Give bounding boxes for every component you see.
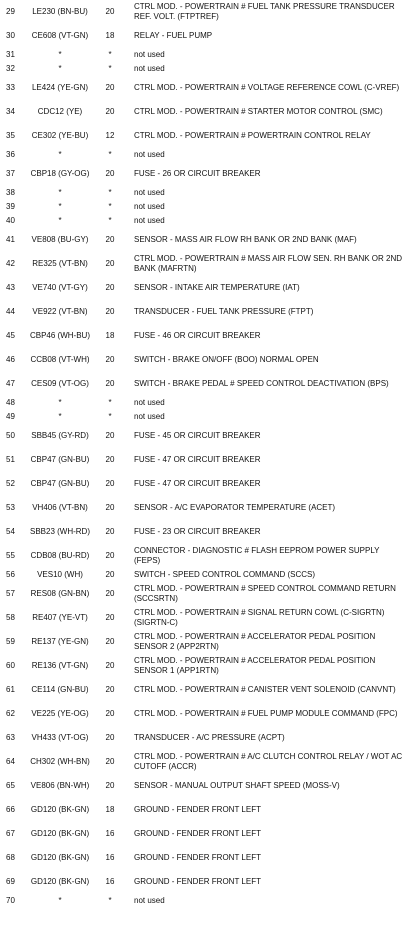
- pinout-rows: [4, 0, 403, 908]
- pin-row: [4, 396, 403, 410]
- pin-description: SENSOR - MANUAL OUTPUT SHAFT SPEED (MOSS-V): [134, 781, 340, 790]
- pin-description: CTRL MOD. - POWERTRAIN # MASS AIR FLOW SEN. RH BANK OR 2ND BANK (MAFRTN): [134, 254, 403, 273]
- wire-gauge: 16: [105, 877, 115, 886]
- pin-number: 54: [6, 527, 15, 536]
- circuit-id: CBP47 (GN-BU): [30, 455, 90, 464]
- wire-gauge: 20: [105, 527, 115, 536]
- pin-number: 32: [6, 64, 15, 73]
- circuit-id: VH406 (VT-BN): [32, 503, 88, 512]
- wire-gauge: 20: [105, 479, 115, 488]
- wire-gauge: 16: [105, 853, 115, 862]
- pin-description: RELAY - FUEL PUMP: [134, 31, 213, 40]
- pin-description: not used: [134, 188, 165, 197]
- pin-row: [4, 630, 403, 654]
- wire-gauge: 20: [105, 355, 115, 364]
- pin-description: SENSOR - INTAKE AIR TEMPERATURE (IAT): [134, 283, 300, 292]
- pin-number: 37: [6, 169, 15, 178]
- pin-row: [4, 162, 403, 186]
- pin-row: [4, 24, 403, 48]
- pin-row: [4, 186, 403, 200]
- pin-row: [4, 520, 403, 544]
- pin-description: not used: [134, 150, 165, 159]
- pin-number: 55: [6, 551, 15, 560]
- pin-description: not used: [134, 896, 165, 905]
- pin-row: [4, 870, 403, 894]
- pin-row: [4, 124, 403, 148]
- pin-number: 46: [6, 355, 15, 364]
- circuit-id: RE137 (YE-GN): [31, 637, 89, 646]
- wire-gauge: *: [108, 398, 112, 407]
- wire-gauge: 18: [105, 805, 115, 814]
- wire-gauge: *: [108, 412, 112, 421]
- pin-number: 64: [6, 757, 15, 766]
- pin-number: 38: [6, 188, 15, 197]
- circuit-id: SBB45 (GY-RD): [31, 431, 89, 440]
- circuit-id: CCB08 (VT-WH): [30, 355, 90, 364]
- pin-description: SWITCH - BRAKE ON/OFF (BOO) NORMAL OPEN: [134, 355, 319, 364]
- pin-row: [4, 200, 403, 214]
- pin-number: 47: [6, 379, 15, 388]
- pin-description: CONNECTOR - DIAGNOSTIC # FLASH EEPROM POWER SUPPLY (FEPS): [134, 546, 380, 565]
- pin-row: [4, 300, 403, 324]
- pin-row: [4, 702, 403, 726]
- pin-number: 44: [6, 307, 15, 316]
- wire-gauge: 20: [105, 637, 115, 646]
- pin-description: not used: [134, 202, 165, 211]
- pin-description: CTRL MOD. - POWERTRAIN # ACCELERATOR PEDAL POSITION SENSOR 2 (APP2RTN): [134, 632, 376, 651]
- pin-row: [4, 48, 403, 62]
- pin-description: GROUND - FENDER FRONT LEFT: [134, 805, 261, 814]
- pin-number: 58: [6, 613, 15, 622]
- pin-row: [4, 568, 403, 582]
- pin-number: 40: [6, 216, 15, 225]
- circuit-id: CBP47 (GN-BU): [30, 479, 90, 488]
- pin-row: [4, 148, 403, 162]
- circuit-id: *: [58, 412, 62, 421]
- pin-number: 53: [6, 503, 15, 512]
- pin-row: [4, 544, 403, 568]
- wire-gauge: 16: [105, 829, 115, 838]
- pin-description: FUSE - 46 OR CIRCUIT BREAKER: [134, 331, 261, 340]
- pin-row: [4, 774, 403, 798]
- wire-gauge: 20: [105, 709, 115, 718]
- pin-description: not used: [134, 50, 165, 59]
- pin-row: [4, 606, 403, 630]
- wire-gauge: 20: [105, 551, 115, 560]
- pin-description: GROUND - FENDER FRONT LEFT: [134, 877, 261, 886]
- wire-gauge: *: [108, 64, 112, 73]
- wire-gauge: 12: [105, 131, 115, 140]
- pin-row: [4, 448, 403, 472]
- pin-description: FUSE - 45 OR CIRCUIT BREAKER: [134, 431, 261, 440]
- pin-description: FUSE - 26 OR CIRCUIT BREAKER: [134, 169, 261, 178]
- pin-description: not used: [134, 398, 165, 407]
- circuit-id: *: [58, 188, 62, 197]
- pin-number: 59: [6, 637, 15, 646]
- pin-description: TRANSDUCER - A/C PRESSURE (ACPT): [134, 733, 285, 742]
- pin-row: [4, 798, 403, 822]
- pin-description: CTRL MOD. - POWERTRAIN # A/C CLUTCH CONTROL RELAY / WOT AC CUTOFF (ACCR): [134, 752, 403, 771]
- circuit-id: *: [58, 50, 62, 59]
- wire-gauge: 20: [105, 83, 115, 92]
- pin-description: CTRL MOD. - POWERTRAIN # CANISTER VENT SOLENOID (CANVNT): [134, 685, 396, 694]
- pin-number: 34: [6, 107, 15, 116]
- circuit-id: RE136 (VT-GN): [31, 661, 89, 670]
- pin-number: 65: [6, 781, 15, 790]
- pin-description: SWITCH - BRAKE PEDAL # SPEED CONTROL DEACTIVATION (BPS): [134, 379, 389, 388]
- pin-description: FUSE - 47 OR CIRCUIT BREAKER: [134, 479, 261, 488]
- wire-gauge: *: [108, 188, 112, 197]
- pin-row: [4, 372, 403, 396]
- circuit-id: GD120 (BK-GN): [30, 877, 90, 886]
- wire-gauge: 20: [105, 613, 115, 622]
- pin-description: CTRL MOD. - POWERTRAIN # SIGNAL RETURN COWL (C-SIGRTN) (SIGRTN-C): [134, 608, 385, 627]
- pin-number: 36: [6, 150, 15, 159]
- wire-gauge: 20: [105, 7, 115, 16]
- pin-number: 57: [6, 589, 15, 598]
- circuit-id: CES09 (VT-OG): [31, 379, 89, 388]
- circuit-id: GD120 (BK-GN): [30, 853, 90, 862]
- pin-row: [4, 276, 403, 300]
- wire-gauge: 20: [105, 259, 115, 268]
- circuit-id: VH433 (VT-OG): [31, 733, 89, 742]
- pin-number: 30: [6, 31, 15, 40]
- pin-number: 50: [6, 431, 15, 440]
- pin-row: [4, 750, 403, 774]
- pin-description: FUSE - 23 OR CIRCUIT BREAKER: [134, 527, 261, 536]
- circuit-id: VES10 (WH): [37, 570, 83, 579]
- pin-row: [4, 894, 403, 908]
- wire-gauge: 20: [105, 379, 115, 388]
- pin-row: [4, 76, 403, 100]
- wire-gauge: 20: [105, 455, 115, 464]
- pin-number: 52: [6, 479, 15, 488]
- pin-row: [4, 62, 403, 76]
- circuit-id: *: [58, 896, 62, 905]
- pin-row: [4, 678, 403, 702]
- pin-number: 35: [6, 131, 15, 140]
- pin-row: [4, 252, 403, 276]
- pin-number: 51: [6, 455, 15, 464]
- pin-number: 33: [6, 83, 15, 92]
- pin-description: SWITCH - SPEED CONTROL COMMAND (SCCS): [134, 570, 316, 579]
- pin-description: CTRL MOD. - POWERTRAIN # SPEED CONTROL COMMAND RETURN (SCCSRTN): [134, 584, 396, 603]
- wire-gauge: *: [108, 216, 112, 225]
- circuit-id: CDC12 (YE): [37, 107, 83, 116]
- pin-row: [4, 214, 403, 228]
- wire-gauge: 20: [105, 661, 115, 670]
- circuit-id: VE808 (BU-GY): [31, 235, 89, 244]
- pin-number: 69: [6, 877, 15, 886]
- pin-row: [4, 0, 403, 24]
- pin-number: 70: [6, 896, 15, 905]
- circuit-id: *: [58, 398, 62, 407]
- pin-number: 68: [6, 853, 15, 862]
- circuit-id: GD120 (BK-GN): [30, 805, 90, 814]
- pin-number: 31: [6, 50, 15, 59]
- circuit-id: *: [58, 64, 62, 73]
- pin-number: 56: [6, 570, 15, 579]
- pin-number: 45: [6, 331, 15, 340]
- pin-description: not used: [134, 64, 165, 73]
- pin-description: CTRL MOD. - POWERTRAIN # POWERTRAIN CONTROL RELAY: [134, 131, 371, 140]
- wire-gauge: 20: [105, 570, 115, 579]
- pin-row: [4, 582, 403, 606]
- wire-gauge: 20: [105, 107, 115, 116]
- circuit-id: *: [58, 150, 62, 159]
- wire-gauge: *: [108, 896, 112, 905]
- pin-description: GROUND - FENDER FRONT LEFT: [134, 829, 261, 838]
- wire-gauge: *: [108, 50, 112, 59]
- pin-number: 48: [6, 398, 15, 407]
- circuit-id: VE922 (VT-BN): [32, 307, 88, 316]
- circuit-id: *: [58, 202, 62, 211]
- circuit-id: LE424 (YE-GN): [31, 83, 89, 92]
- pin-row: [4, 424, 403, 448]
- circuit-id: CH302 (WH-BN): [30, 757, 90, 766]
- wire-gauge: 20: [105, 589, 115, 598]
- pin-row: [4, 410, 403, 424]
- pin-number: 41: [6, 235, 15, 244]
- circuit-id: CE302 (YE-BU): [31, 131, 89, 140]
- pin-row: [4, 472, 403, 496]
- pin-row: [4, 496, 403, 520]
- pin-number: 49: [6, 412, 15, 421]
- circuit-id: VE740 (VT-GY): [32, 283, 88, 292]
- wire-gauge: 20: [105, 503, 115, 512]
- pin-description: CTRL MOD. - POWERTRAIN # FUEL PUMP MODULE COMMAND (FPC): [134, 709, 398, 718]
- wire-gauge: 20: [105, 283, 115, 292]
- wire-gauge: 20: [105, 781, 115, 790]
- pin-row: [4, 348, 403, 372]
- pin-row: [4, 100, 403, 124]
- pin-description: SENSOR - A/C EVAPORATOR TEMPERATURE (ACET): [134, 503, 336, 512]
- pin-description: CTRL MOD. - POWERTRAIN # STARTER MOTOR CONTROL (SMC): [134, 107, 383, 116]
- circuit-id: CE114 (GN-BU): [31, 685, 89, 694]
- circuit-id: CDB08 (BU-RD): [30, 551, 90, 560]
- circuit-id: RE407 (YE-VT): [32, 613, 88, 622]
- pin-description: SENSOR - MASS AIR FLOW RH BANK OR 2ND BANK (MAF): [134, 235, 357, 244]
- pin-number: 66: [6, 805, 15, 814]
- pin-row: [4, 324, 403, 348]
- pin-description: GROUND - FENDER FRONT LEFT: [134, 853, 261, 862]
- circuit-id: CBP46 (WH-BU): [29, 331, 90, 340]
- wire-gauge: *: [108, 202, 112, 211]
- pin-description: FUSE - 47 OR CIRCUIT BREAKER: [134, 455, 261, 464]
- connector-pinout-table: [4, 0, 403, 908]
- pin-row: [4, 228, 403, 252]
- wire-gauge: 20: [105, 757, 115, 766]
- pin-number: 61: [6, 685, 15, 694]
- wire-gauge: 20: [105, 431, 115, 440]
- pin-number: 29: [6, 7, 15, 16]
- circuit-id: VE806 (BN-WH): [30, 781, 90, 790]
- pin-number: 60: [6, 661, 15, 670]
- wire-gauge: 20: [105, 685, 115, 694]
- pin-number: 67: [6, 829, 15, 838]
- wire-gauge: *: [108, 150, 112, 159]
- wire-gauge: 20: [105, 307, 115, 316]
- pin-number: 42: [6, 259, 15, 268]
- pin-description: not used: [134, 412, 165, 421]
- pin-row: [4, 726, 403, 750]
- pin-description: CTRL MOD. - POWERTRAIN # FUEL TANK PRESSURE TRANSDUCER REF. VOLT. (FTPTREF): [134, 2, 395, 21]
- pin-description: not used: [134, 216, 165, 225]
- wire-gauge: 20: [105, 733, 115, 742]
- circuit-id: CE608 (VT-GN): [31, 31, 89, 40]
- circuit-id: RES08 (GN-BN): [30, 589, 90, 598]
- pin-description: CTRL MOD. - POWERTRAIN # VOLTAGE REFERENCE COWL (C-VREF): [134, 83, 400, 92]
- pin-description: CTRL MOD. - POWERTRAIN # ACCELERATOR PEDAL POSITION SENSOR 1 (APP1RTN): [134, 656, 376, 675]
- circuit-id: GD120 (BK-GN): [30, 829, 90, 838]
- pin-row: [4, 822, 403, 846]
- wire-gauge: 18: [105, 31, 115, 40]
- wire-gauge: 20: [105, 235, 115, 244]
- circuit-id: *: [58, 216, 62, 225]
- wire-gauge: 18: [105, 331, 115, 340]
- pin-row: [4, 654, 403, 678]
- pin-number: 63: [6, 733, 15, 742]
- circuit-id: RE325 (VT-BN): [32, 259, 88, 268]
- pin-number: 39: [6, 202, 15, 211]
- circuit-id: VE225 (YE-OG): [31, 709, 89, 718]
- pin-number: 43: [6, 283, 15, 292]
- pin-row: [4, 846, 403, 870]
- circuit-id: CBP18 (GY-OG): [30, 169, 90, 178]
- wire-gauge: 20: [105, 169, 115, 178]
- circuit-id: SBB23 (WH-RD): [29, 527, 90, 536]
- pin-description: TRANSDUCER - FUEL TANK PRESSURE (FTPT): [134, 307, 314, 316]
- circuit-id: LE230 (BN-BU): [32, 7, 88, 16]
- pin-number: 62: [6, 709, 15, 718]
